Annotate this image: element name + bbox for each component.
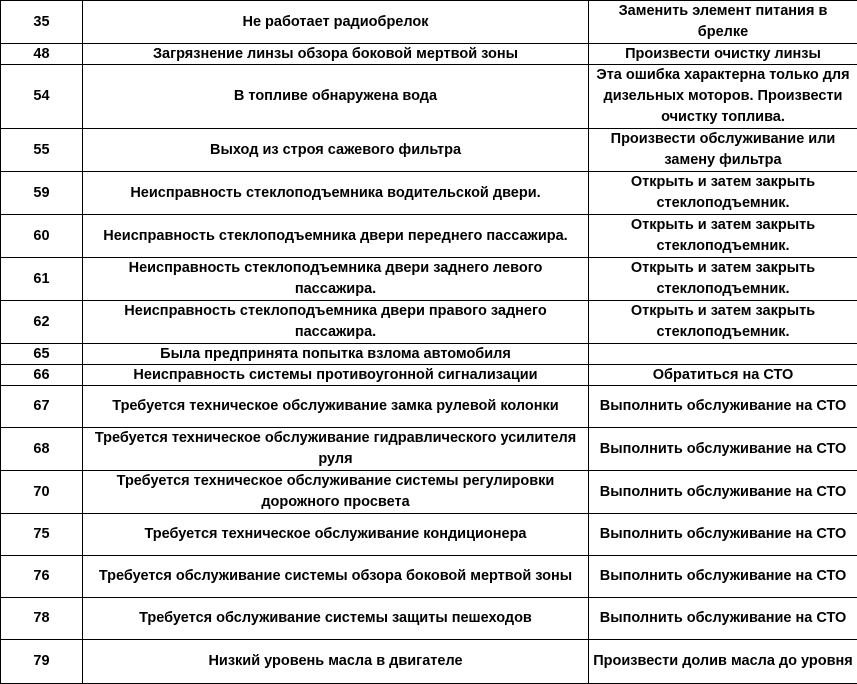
recommended-action-cell: Обратиться на СТО [589,365,857,386]
fault-description-cell: Неисправность стеклоподъемника двери переднего пассажира. [83,215,589,258]
recommended-action-cell: Выполнить обслуживание на СТО [589,471,857,514]
fault-description-cell: Требуется обслуживание системы защиты пешеходов [83,598,589,640]
table-row [1,386,857,428]
recommended-action-cell: Открыть и затем закрыть стеклоподъемник. [589,172,857,215]
recommended-action-cell: Выполнить обслуживание на СТО [589,514,857,556]
recommended-action-cell: Произвести долив масла до уровня [589,640,857,684]
recommended-action-cell: Выполнить обслуживание на СТО [589,428,857,471]
table-row [1,471,857,514]
fault-description-cell: Загрязнение линзы обзора боковой мертвой зоны [83,44,589,65]
table-row [1,65,857,129]
recommended-action-cell: Произвести обслуживание или замену фильтра [589,129,857,172]
table-row [1,129,857,172]
error-code-cell: 48 [1,44,83,65]
recommended-action-cell: Выполнить обслуживание на СТО [589,598,857,640]
table-row [1,640,857,684]
error-code-cell: 76 [1,556,83,598]
fault-description-cell: Требуется техническое обслуживание замка рулевой колонки [83,386,589,428]
fault-description-cell: В топливе обнаружена вода [83,65,589,129]
error-code-cell: 75 [1,514,83,556]
error-code-cell: 78 [1,598,83,640]
table-row [1,598,857,640]
table-row [1,365,857,386]
fault-description-cell: Выход из строя сажевого фильтра [83,129,589,172]
error-code-cell: 62 [1,301,83,344]
error-code-cell: 60 [1,215,83,258]
fault-description-cell: Неисправность системы противоугонной сигнализации [83,365,589,386]
recommended-action-cell: Открыть и затем закрыть стеклоподъемник. [589,301,857,344]
recommended-action-cell: Выполнить обслуживание на СТО [589,386,857,428]
recommended-action-cell [589,344,857,365]
error-code-cell: 66 [1,365,83,386]
error-code-cell: 35 [1,1,83,44]
error-code-cell: 79 [1,640,83,684]
table-row [1,258,857,301]
fault-description-cell: Не работает радиобрелок [83,1,589,44]
fault-description-cell: Была предпринята попытка взлома автомобиля [83,344,589,365]
recommended-action-cell: Открыть и затем закрыть стеклоподъемник. [589,258,857,301]
error-code-cell: 61 [1,258,83,301]
fault-description-cell: Неисправность стеклоподъемника водительской двери. [83,172,589,215]
error-code-cell: 59 [1,172,83,215]
error-code-cell: 54 [1,65,83,129]
error-code-cell: 68 [1,428,83,471]
table-row [1,172,857,215]
table-row [1,215,857,258]
table-row [1,344,857,365]
table-row [1,514,857,556]
fault-description-cell: Требуется техническое обслуживание гидравлического усилителя руля [83,428,589,471]
fault-description-cell: Требуется обслуживание системы обзора боковой мертвой зоны [83,556,589,598]
error-code-cell: 65 [1,344,83,365]
error-code-cell: 55 [1,129,83,172]
fault-description-cell: Неисправность стеклоподъемника двери правого заднего пассажира. [83,301,589,344]
recommended-action-cell: Заменить элемент питания в брелке [589,1,857,44]
recommended-action-cell: Эта ошибка характерна только для дизельных моторов. Произвести очистку топлива. [589,65,857,129]
recommended-action-cell: Открыть и затем закрыть стеклоподъемник. [589,215,857,258]
error-code-cell: 67 [1,386,83,428]
table-row [1,44,857,65]
fault-description-cell: Низкий уровень масла в двигателе [83,640,589,684]
table-row [1,301,857,344]
fault-description-cell: Требуется техническое обслуживание кондиционера [83,514,589,556]
recommended-action-cell: Произвести очистку линзы [589,44,857,65]
error-code-cell: 70 [1,471,83,514]
table-row [1,556,857,598]
table-row [1,1,857,44]
table-row [1,428,857,471]
fault-description-cell: Требуется техническое обслуживание системы регулировки дорожного просвета [83,471,589,514]
recommended-action-cell: Выполнить обслуживание на СТО [589,556,857,598]
fault-description-cell: Неисправность стеклоподъемника двери заднего левого пассажира. [83,258,589,301]
